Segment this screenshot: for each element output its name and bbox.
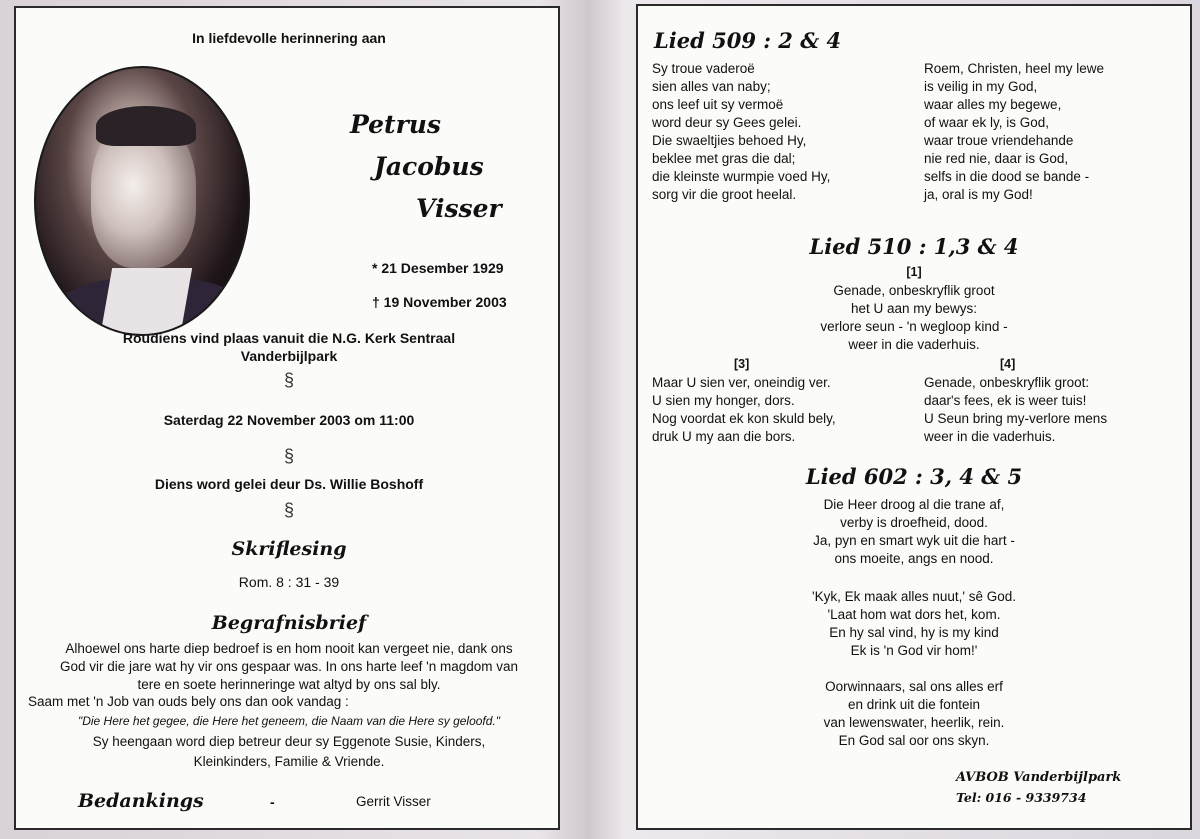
letter-line: tere en soete herinneringe wat altyd by ons sal bly. <box>137 677 441 692</box>
verse-number: [1] <box>906 265 922 279</box>
hymn-602-title: Lied 602 : 3, 4 & 5 <box>805 464 1023 489</box>
verse-line: druk U my aan die bors. <box>652 429 796 444</box>
hymn-509-verse-2 <box>652 60 830 204</box>
hymn-510-title: Lied 510 : 1,3 & 4 <box>809 234 1019 259</box>
verse-line: die kleinste wurmpie voed Hy, <box>652 169 831 184</box>
verse-line: 'Kyk, Ek maak alles nuut,' sê God. <box>812 589 1016 604</box>
scroll-divider-icon: § <box>283 446 294 466</box>
officiant: Diens word gelei deur Ds. Willie Boshoff <box>154 476 424 492</box>
service-location: Roudiens vind plaas vanuit die N.G. Kerk Sentraal <box>122 330 456 346</box>
scroll-divider-icon: § <box>283 370 294 390</box>
verse-line: waar troue vriendehande <box>924 133 1074 148</box>
verse-line: nie red nie, daar is God, <box>924 151 1069 166</box>
service-date: Saterdag 22 November 2003 om 11:00 <box>163 412 415 428</box>
header-text: In liefdevolle herinnering aan <box>192 30 386 46</box>
verse-line: beklee met gras die dal; <box>652 151 796 166</box>
verse-line: Genade, onbeskryflik groot: <box>924 375 1090 390</box>
portrait-photo <box>34 66 250 336</box>
hymn-602-verse-3 <box>638 496 1190 568</box>
verse-line: U sien my honger, dors. <box>652 393 795 408</box>
hymn-510-verse-3 <box>652 374 836 446</box>
verse-line: 'Laat hom wat dors het, kom. <box>827 607 1001 622</box>
verse-line: sorg vir die groot heelal. <box>652 187 797 202</box>
verse-line: selfs in die dood se bande - <box>924 169 1090 184</box>
verse-number: [4] <box>1000 357 1016 371</box>
verse-line: of waar ek ly, is God, <box>924 115 1050 130</box>
verse-line: Die Heer droog al die trane af, <box>823 497 1005 512</box>
scripture-quote: "Die Here het gegee, die Here het geneem, die Naam van die Here sy geloofd." <box>77 714 501 728</box>
verse-line: Sy troue vaderoë <box>652 61 755 76</box>
hymn-510-verse-1 <box>638 282 1190 354</box>
verse-line: het U aan my bewys: <box>850 301 978 316</box>
verse-line: daar's fees, ek is weer tuis! <box>924 393 1087 408</box>
verse-line: U Seun bring my-verlore mens <box>924 411 1108 426</box>
funeral-home-phone: Tel: 016 - 9339734 <box>956 790 1087 805</box>
name-middle: Jacobus <box>374 152 484 181</box>
funeral-home-name: AVBOB Vanderbijlpark <box>956 770 1122 785</box>
verse-line: Die swaeltjies behoed Hy, <box>652 133 807 148</box>
death-date: † 19 November 2003 <box>372 294 507 310</box>
verse-line: ons leef uit sy vermoë <box>652 97 784 112</box>
verse-line: van lewenswater, heerlik, rein. <box>823 715 1005 730</box>
verse-line: weer in die vaderhuis. <box>924 429 1056 444</box>
verse-line: En hy sal vind, hy is my kind <box>829 625 999 640</box>
verse-line: Genade, onbeskryflik groot <box>833 283 995 298</box>
hymn-510-verse-4 <box>924 374 1107 446</box>
service-town: Vanderbijlpark <box>240 348 338 364</box>
letter-line: Saam met 'n Job van ouds bely ons dan ook vandag : <box>28 694 349 709</box>
verse-line: en drink uit die fontein <box>847 697 981 712</box>
letter-body <box>16 640 562 694</box>
birth-date: * 21 Desember 1929 <box>372 260 504 276</box>
verse-line: ja, oral is my God! <box>924 187 1033 202</box>
verse-line: Ja, pyn en smart wyk uit die hart - <box>813 533 1015 548</box>
verse-number: [3] <box>734 357 750 371</box>
verse-line: ons moeite, angs en nood. <box>834 551 994 566</box>
verse-line: is veilig in my God, <box>924 79 1038 94</box>
verse-line: Ek is 'n God vir hom!' <box>850 643 978 658</box>
letter-line: Alhoewel ons harte diep bedroef is en hom nooit kan vergeet nie, dank ons <box>65 641 513 656</box>
thanks-name: Gerrit Visser <box>356 794 431 809</box>
verse-line: Maar U sien ver, oneindig ver. <box>652 375 831 390</box>
verse-line: waar alles my begewe, <box>924 97 1062 112</box>
hymn-509-verse-4 <box>924 60 1104 204</box>
verse-line: verby is droefheid, dood. <box>840 515 988 530</box>
mourners-line: Sy heengaan word diep betreur deur sy Eggenote Susie, Kinders, <box>92 734 486 749</box>
letter-heading: Begrafnisbrief <box>211 612 367 634</box>
verse-line: verlore seun - 'n wegloop kind - <box>820 319 1008 334</box>
mourners-line: Kleinkinders, Familie & Vriende. <box>193 754 385 769</box>
verse-line: Roem, Christen, heel my lewe <box>924 61 1105 76</box>
left-page <box>14 6 560 830</box>
name-first: Petrus <box>350 110 442 139</box>
verse-line: En God sal oor ons skyn. <box>838 733 990 748</box>
scripture-heading: Skriflesing <box>231 538 347 560</box>
thanks-heading: Bedankings <box>78 790 204 812</box>
verse-line: Nog voordat ek kon skuld bely, <box>652 411 836 426</box>
hymn-602-verse-4 <box>638 588 1190 660</box>
hymn-509-title: Lied 509 : 2 & 4 <box>654 28 842 53</box>
verse-line: sien alles van naby; <box>652 79 771 94</box>
scripture-reference: Rom. 8 : 31 - 39 <box>238 574 340 590</box>
verse-line: Oorwinnaars, sal ons alles erf <box>825 679 1003 694</box>
verse-line: word deur sy Gees gelei. <box>652 115 802 130</box>
verse-line: weer in die vaderhuis. <box>848 337 980 352</box>
mourners <box>16 732 562 772</box>
letter-line: God vir die jare wat hy vir ons gespaar was. In ons harte leef 'n magdom van <box>59 659 519 674</box>
right-page <box>636 4 1192 830</box>
hymn-602-verse-5 <box>638 678 1190 750</box>
scroll-divider-icon: § <box>283 500 294 520</box>
thanks-dash: - <box>270 794 275 810</box>
name-last: Visser <box>416 194 502 223</box>
